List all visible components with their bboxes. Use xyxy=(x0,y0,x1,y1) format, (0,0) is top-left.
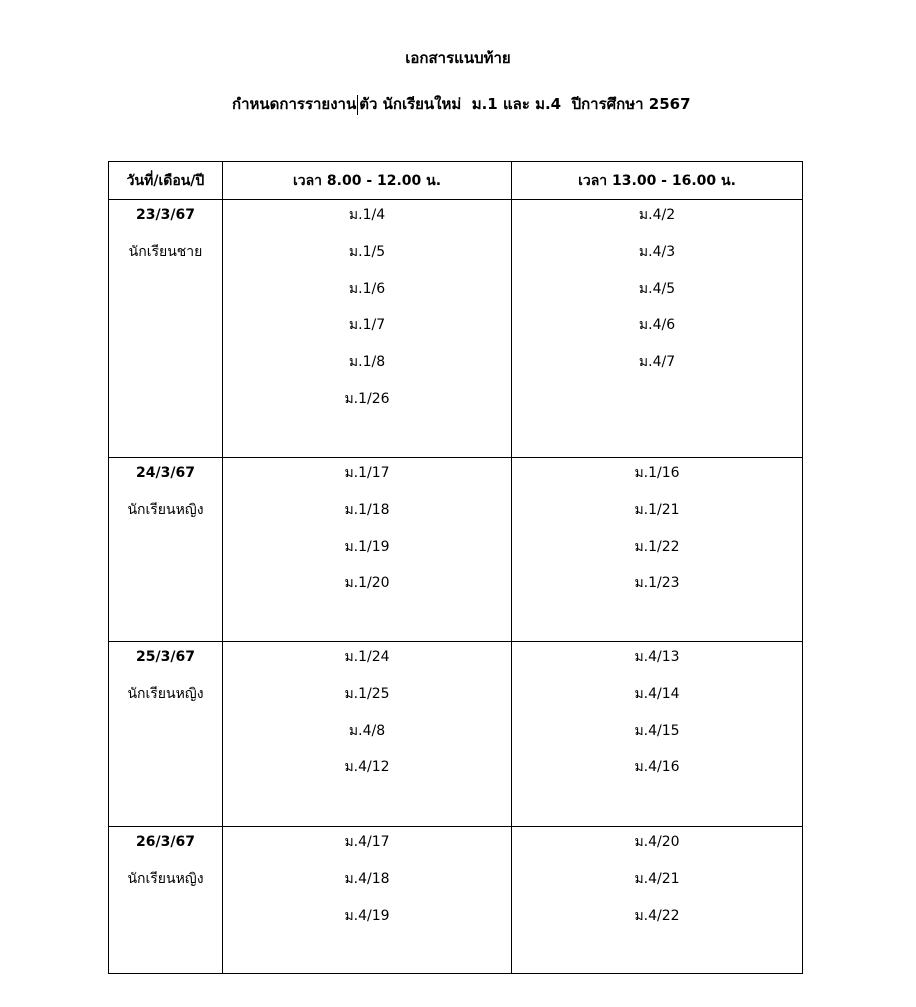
class-item: ม.4/7 xyxy=(638,354,676,371)
class-item: ม.4/12 xyxy=(344,759,390,776)
class-item: ม.4/8 xyxy=(348,722,386,739)
class-item: ม.4/16 xyxy=(634,759,680,776)
document-title: เอกสารแนบท้าย xyxy=(405,49,511,67)
class-item: ม.1/6 xyxy=(348,280,386,297)
subtitle-part-1: กำหนดการรายงาน xyxy=(232,95,357,113)
subtitle-part-2: ตัว นักเรียนใหม่ ม.1 และ ม.4 ปีการศึกษา 2567 xyxy=(359,95,691,113)
class-item: ม.1/21 xyxy=(634,501,680,518)
document-subtitle xyxy=(232,92,691,116)
class-item: ม.1/17 xyxy=(344,465,390,481)
afternoon-cell xyxy=(512,458,803,642)
header-afternoon: เวลา 13.00 - 16.00 น. xyxy=(512,162,803,200)
class-item: ม.1/7 xyxy=(348,317,386,334)
class-item: ม.4/17 xyxy=(344,834,390,850)
class-item: ม.1/23 xyxy=(634,575,680,592)
date-text: 24/3/67 xyxy=(136,465,195,481)
date-cell xyxy=(109,200,223,458)
class-item: ม.1/8 xyxy=(348,354,386,371)
table-row xyxy=(109,458,803,642)
class-item: ม.4/2 xyxy=(638,207,676,223)
table-row xyxy=(109,827,803,974)
table-header-row xyxy=(109,162,803,200)
date-text: 26/3/67 xyxy=(136,834,195,850)
morning-cell xyxy=(223,642,512,827)
date-cell xyxy=(109,642,223,827)
class-item: ม.1/25 xyxy=(344,685,390,702)
class-item: ม.1/20 xyxy=(344,575,390,592)
afternoon-cell xyxy=(512,642,803,827)
morning-cell xyxy=(223,200,512,458)
class-item: ม.4/19 xyxy=(344,907,390,924)
class-item: ม.4/15 xyxy=(634,722,680,739)
table-row xyxy=(109,642,803,827)
class-item: ม.4/21 xyxy=(634,870,680,887)
date-cell xyxy=(109,458,223,642)
class-item: ม.4/6 xyxy=(638,317,676,334)
student-group: นักเรียนหญิง xyxy=(127,501,204,518)
report-schedule-table xyxy=(108,161,803,974)
class-item: ม.4/13 xyxy=(634,649,680,665)
class-item: ม.4/14 xyxy=(634,685,680,702)
class-item: ม.1/22 xyxy=(634,538,680,555)
header-morning: เวลา 8.00 - 12.00 น. xyxy=(223,162,512,200)
date-text: 23/3/67 xyxy=(136,207,195,223)
afternoon-cell xyxy=(512,200,803,458)
class-item: ม.1/4 xyxy=(348,207,386,223)
class-item: ม.4/5 xyxy=(638,280,676,297)
class-item: ม.4/18 xyxy=(344,870,390,887)
class-item: ม.4/20 xyxy=(634,834,680,850)
header-date: วันที่/เดือน/ปี xyxy=(109,162,223,200)
date-cell xyxy=(109,827,223,974)
morning-cell xyxy=(223,458,512,642)
class-item: ม.1/16 xyxy=(634,465,680,481)
class-item: ม.4/3 xyxy=(638,243,676,260)
afternoon-cell xyxy=(512,827,803,974)
class-item: ม.1/18 xyxy=(344,501,390,518)
morning-cell xyxy=(223,827,512,974)
table-row xyxy=(109,200,803,458)
student-group: นักเรียนหญิง xyxy=(127,870,204,887)
class-item: ม.1/19 xyxy=(344,538,390,555)
class-item: ม.1/26 xyxy=(344,390,390,407)
class-item: ม.1/24 xyxy=(344,649,390,665)
student-group: นักเรียนชาย xyxy=(128,243,203,260)
date-text: 25/3/67 xyxy=(136,649,195,665)
class-item: ม.1/5 xyxy=(348,243,386,260)
student-group: นักเรียนหญิง xyxy=(127,685,204,702)
class-item: ม.4/22 xyxy=(634,907,680,924)
